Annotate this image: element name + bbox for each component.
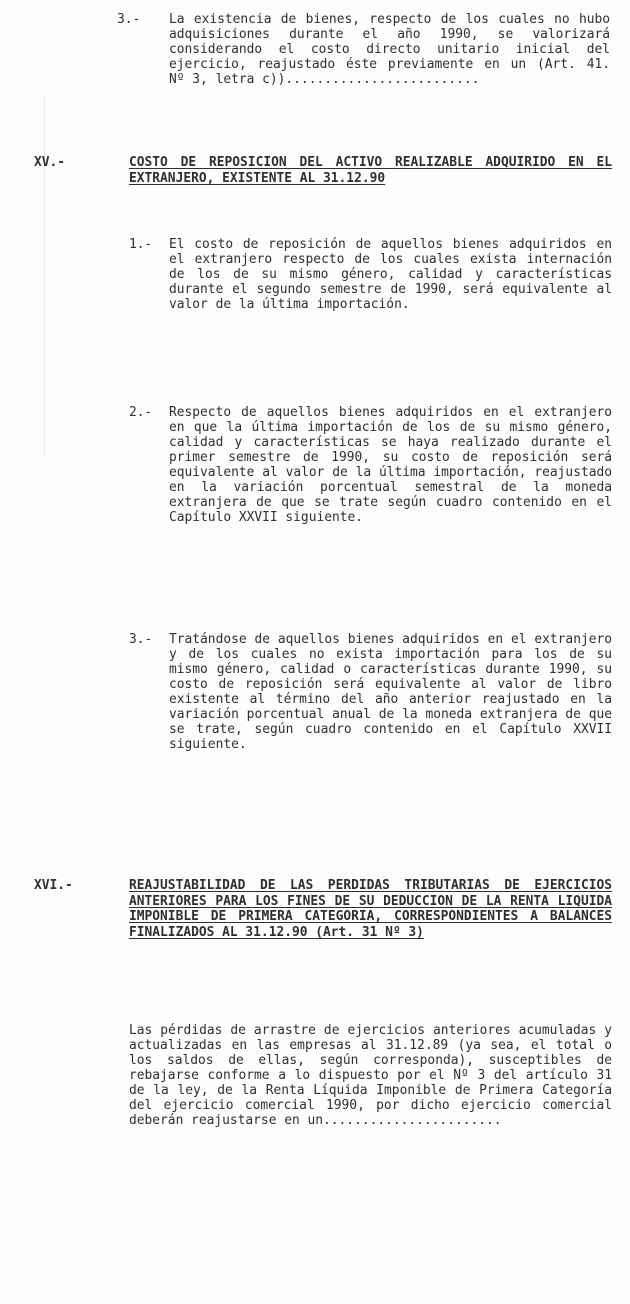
section-xvi-title xyxy=(129,878,612,940)
item-number: 3.- xyxy=(117,12,141,27)
item-number: 1.- xyxy=(129,237,153,252)
item-3-previous-section xyxy=(117,12,612,132)
section-xv-title: COSTO DE REPOSICION DEL ACTIVO REALIZABLE ADQUIRIDO EN EL EXTRANJERO, EXISTENTE AL 31.12.90 xyxy=(129,155,612,186)
item-number: 2.- xyxy=(129,405,153,420)
item-text: La existencia de bienes, respecto de los cuales no hubo adquisiciones durante el año 1990, se valorizará considerando el costo directo unitario inicial del ejercicio, reajustado éste previamente en un (Art. 41. Nº 3, letra c))......................... xyxy=(169,12,610,87)
scan-fold-line xyxy=(44,96,45,456)
item-text: Tratándose de aquellos bienes adquiridos en el extranjero y de los cuales no exista importación para los de su mismo género, calidad o características durante 1990, su costo de reposición será equivalente al valor de libro existente al término del año anterior reajustado en la variación porcentual anual de la moneda extranjera de que se trate, según cuadro contenido en el Capítulo XXVII siguiente. xyxy=(169,632,612,752)
section-xv-item-2 xyxy=(129,405,612,590)
section-xv-item-3 xyxy=(129,632,612,817)
item-text: Respecto de aquellos bienes adquiridos en el extranjero en que la última importación de los de su mismo género, calidad y características se haya realizado durante el primer semestre de 1990, su costo de reposición será equivalente al valor de la última importación, reajustado en la variación porcentual semestral de la moneda extranjera de que se trate según cuadro contenido en el Capítulo XXVII siguiente. xyxy=(169,405,612,525)
section-xv-item-1 xyxy=(129,237,612,357)
section-xvi-body: Las pérdidas de arrastre de ejercicios anteriores acumuladas y actualizadas en las empresas al 31.12.89 (ya sea, el total o los saldos de ellas, según corresponda), susceptibles de rebajarse conforme a lo dispuesto por el Nº 3 del artículo 31 de la ley, de la Renta Líquida Imponible de Primera Categoría del ejercicio comercial 1990, por dicho ejercicio comercial deberán reajustarse en un....................... xyxy=(129,1023,612,1128)
section-xvi-number: XVI.- xyxy=(34,878,73,893)
item-number: 3.- xyxy=(129,632,153,647)
section-xv-number: XV.- xyxy=(34,155,66,170)
section-xvi-title-text: REAJUSTABILIDAD DE LAS PERDIDAS TRIBUTARIAS DE EJERCICIOS ANTERIORES PARA LOS FINES DE SU DEDUCCION DE LA RENTA LIQUIDA IMPONIBLE DE PRIMERA CATEGORIA, CORRESPONDIENTES A BALANCES FINALIZADOS AL 31.12.90 xyxy=(129,878,612,940)
section-xvi-title-ref: (Art. 31 Nº 3) xyxy=(315,924,424,940)
item-text: El costo de reposición de aquellos bienes adquiridos en el extranjero respecto de los cuales exista internación de los de su mismo género, calidad y características durante el segundo semestre de 1990, será equivalente al valor de la última importación. xyxy=(169,237,612,312)
